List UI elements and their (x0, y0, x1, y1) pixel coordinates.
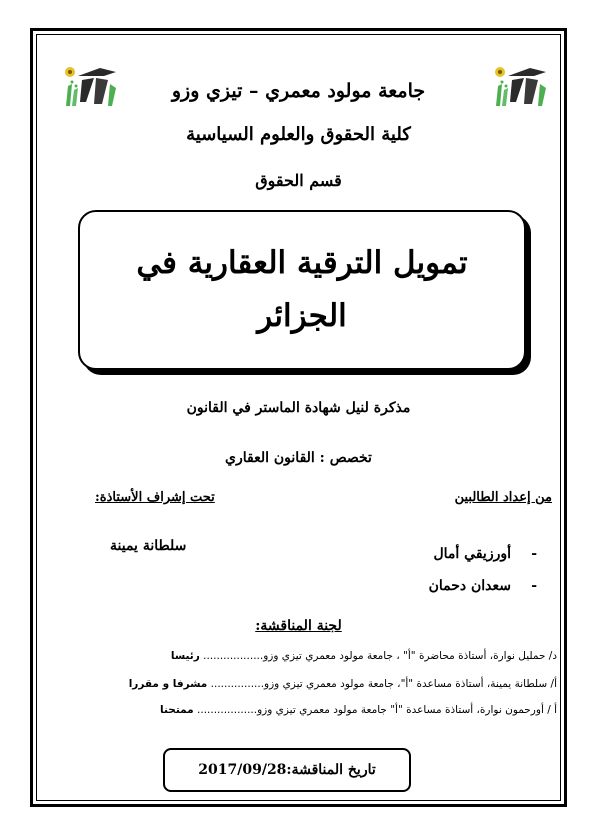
supervisor-heading: تحت إشراف الأستاذة: (95, 490, 215, 505)
member-role: مشرفا و مقررا (128, 678, 208, 690)
student-row (429, 570, 537, 602)
university-name: جامعة مولود معمري – تيزي وزو (171, 80, 426, 102)
bullet-dash: - (531, 546, 537, 562)
faculty-name: كلية الحقوق والعلوم السياسية (186, 124, 411, 145)
member-role: رئيسا (170, 650, 200, 662)
committee-member (171, 650, 557, 662)
students-heading: من إعداد الطالبين (454, 490, 552, 505)
department-name: قسم الحقوق (255, 171, 342, 190)
defense-date: تاريخ المناقشة:2017/09/28 (163, 748, 411, 792)
student-name: أورزيقي أمال (433, 546, 511, 562)
committee-member (160, 704, 557, 716)
students-list (429, 538, 537, 602)
thesis-title-box (78, 210, 526, 370)
member-details: د/ حمليل نوارة، أستاذة محاضرة "أ" ، جامعة مولود معمري تيزي وزو.................. (203, 650, 557, 662)
supervisor-name: سلطانة يمينة (110, 538, 187, 554)
bullet-dash: - (531, 578, 537, 594)
committee-title: لجنة المناقشة: (255, 618, 342, 634)
student-name: سعدان دحمان (428, 578, 511, 594)
member-details: أ/ سلطانة يمينة، أستاذة مساعدة "أ"، جامعة مولود معمري تيزي وزو................ (210, 678, 557, 690)
member-role: ممتحنا (160, 704, 194, 716)
memo-description: مذكرة لنيل شهادة الماستر في القانون (186, 400, 411, 416)
specialty: تخصص : القانون العقاري (225, 450, 372, 466)
thesis-title-line-1: تمويل الترقية العقارية في (136, 245, 468, 282)
thesis-title-line-2: الجزائر (257, 298, 347, 334)
committee-member (129, 678, 557, 690)
member-details: أ / أورحمون نوارة، أستاذة مساعدة "أ" جامعة مولود معمري تيزي وزو.................. (197, 704, 557, 716)
student-row (429, 538, 537, 570)
